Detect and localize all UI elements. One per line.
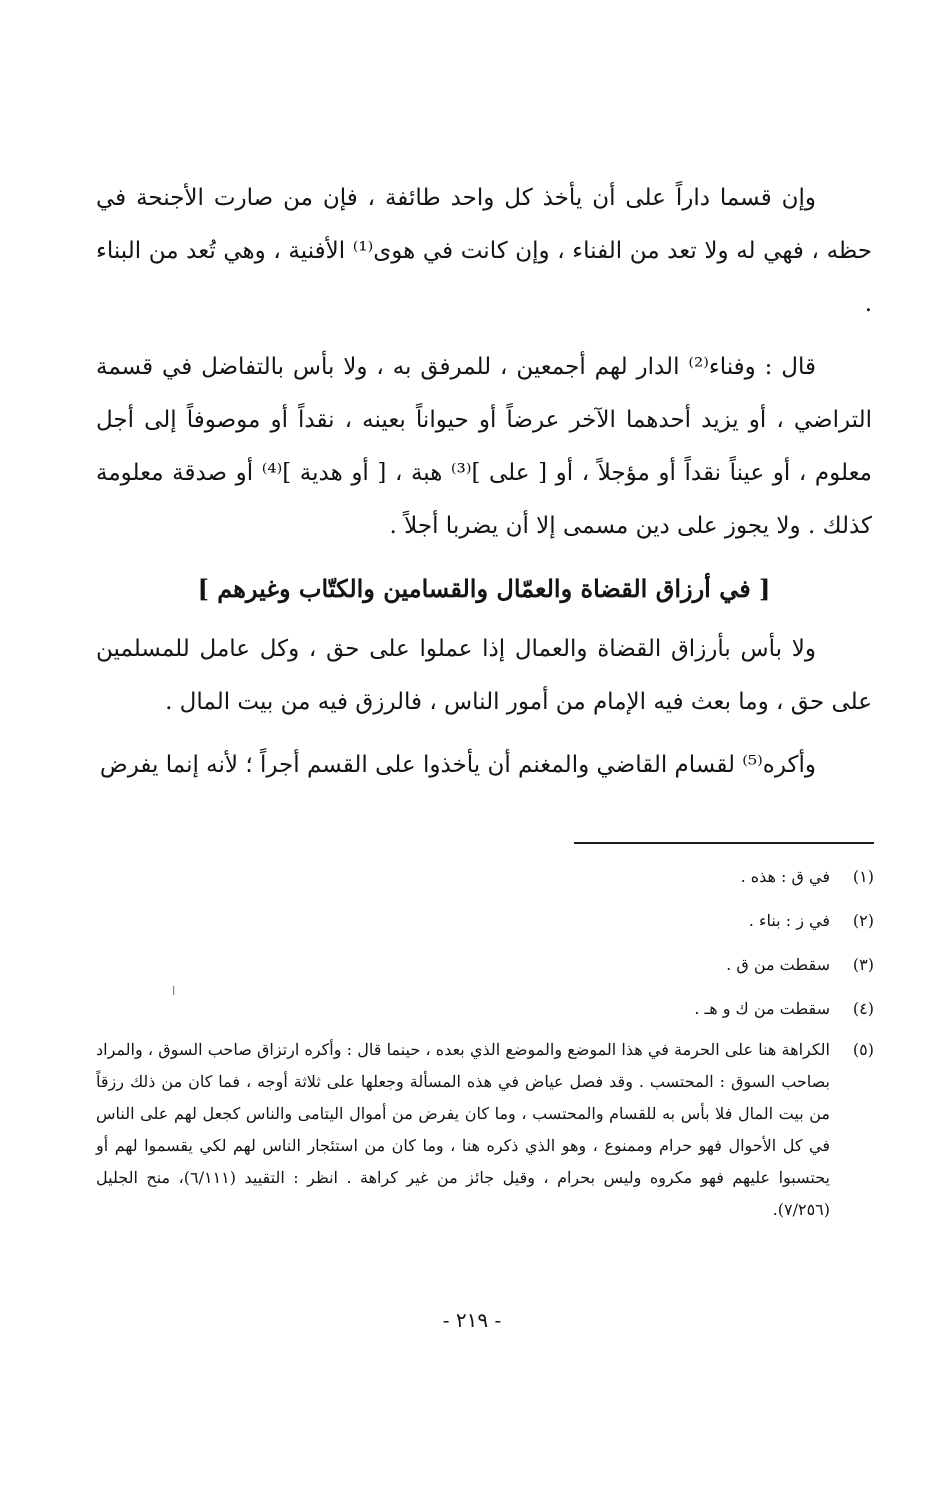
paragraph-fina: قال : وفناء⁽²⁾ الدار لهم أجمعين ، للمرفق به ، ولا بأس بالتفاضل في قسمة التراضي ، أو يزيد أحدهما الآخر عرضاً أو حيواناً بعينه ، نقداً أو موصوفاً إلى أجل معلوم ، أو عيناً نقداً أو مؤجلاً ، أو [ على ]⁽³⁾ هبة ، [ أو هدية ]⁽⁴⁾ أو صدقة معلومة كذلك . ولا يجوز على دين مسمى إلا أن يضربا أجلاً . [96,354,872,539]
footnotes [96,858,874,1232]
footnote-text: في ز : بناء . [748,911,830,930]
footnote-4 [96,990,874,1028]
footnote-1 [96,858,874,896]
footnote-separator [574,842,874,844]
footnote-2 [96,902,874,940]
main-text-block [96,172,872,802]
footnote-5 [96,1034,874,1226]
footnote-number: (٥) [852,1040,874,1059]
page-number: - ٢١٩ - [442,1308,502,1332]
footnote-number: (٤) [852,999,874,1018]
section-heading: [ في أرزاق القضاة والعمّال والقسامين والكتّاب وغيرهم ] [197,574,771,603]
footnote-3 [96,946,874,984]
paragraph-arzaq: ولا بأس بأرزاق القضاة والعمال إذا عملوا على حق ، وكل عامل للمسلمين على حق ، وما بعث فيه الإمام من أمور الناس ، فالرزق فيه من بيت المال . [96,636,872,715]
footnote-text: سقطت من ك و هـ . [694,999,830,1018]
footnote-text: الكراهة هنا على الحرمة في هذا الموضع والموضع الذي بعده ، حينما قال : وأكره ارتزاق صاحب السوق ، والمراد بصاحب السوق : المحتسب . وقد فصل عياض في هذه المسألة وجعلها على ثلاثة أوجه ، فما كان من ذلك رزقاً من بيت المال فلا بأس به للقسام والمحتسب ، وما كان يفرض من أموال اليتامى والناس كجعل لهم على الناس في كل الأحوال فهو حرام وممنوع ، وهو الذي ذكره هنا ، وما كان من استئجار الناس لهم لكي يقسموا لهم أو يحتسبوا عليهم فهو مكروه وليس بحرام ، وقيل جائز من غير كراهة . انظر : التقييد (٦/١١١)، منح الجليل (٧/٢٥٦). [96,1040,831,1219]
stray-mark: ا [172,984,176,998]
paragraph-dar-division: وإن قسما داراً على أن يأخذ كل واحد طائفة ، فإن من صارت الأجنحة في حظه ، فهي له ولا تعد من الفناء ، وإن كانت في هوى⁽¹⁾ الأفنية ، وهي تُعد من البناء . [96,185,872,317]
footnote-text: في ق : هذه . [740,867,830,886]
footnote-number: (١) [852,867,874,886]
footnote-number: (٣) [852,955,874,974]
footnote-text: سقطت من ق . [726,955,830,974]
paragraph-qussam: وأكره⁽⁵⁾ لقسام القاضي والمغنم أن يأخذوا على القسم أجراً ؛ لأنه إنما يفرض [99,752,816,778]
footnote-number: (٢) [852,911,874,930]
